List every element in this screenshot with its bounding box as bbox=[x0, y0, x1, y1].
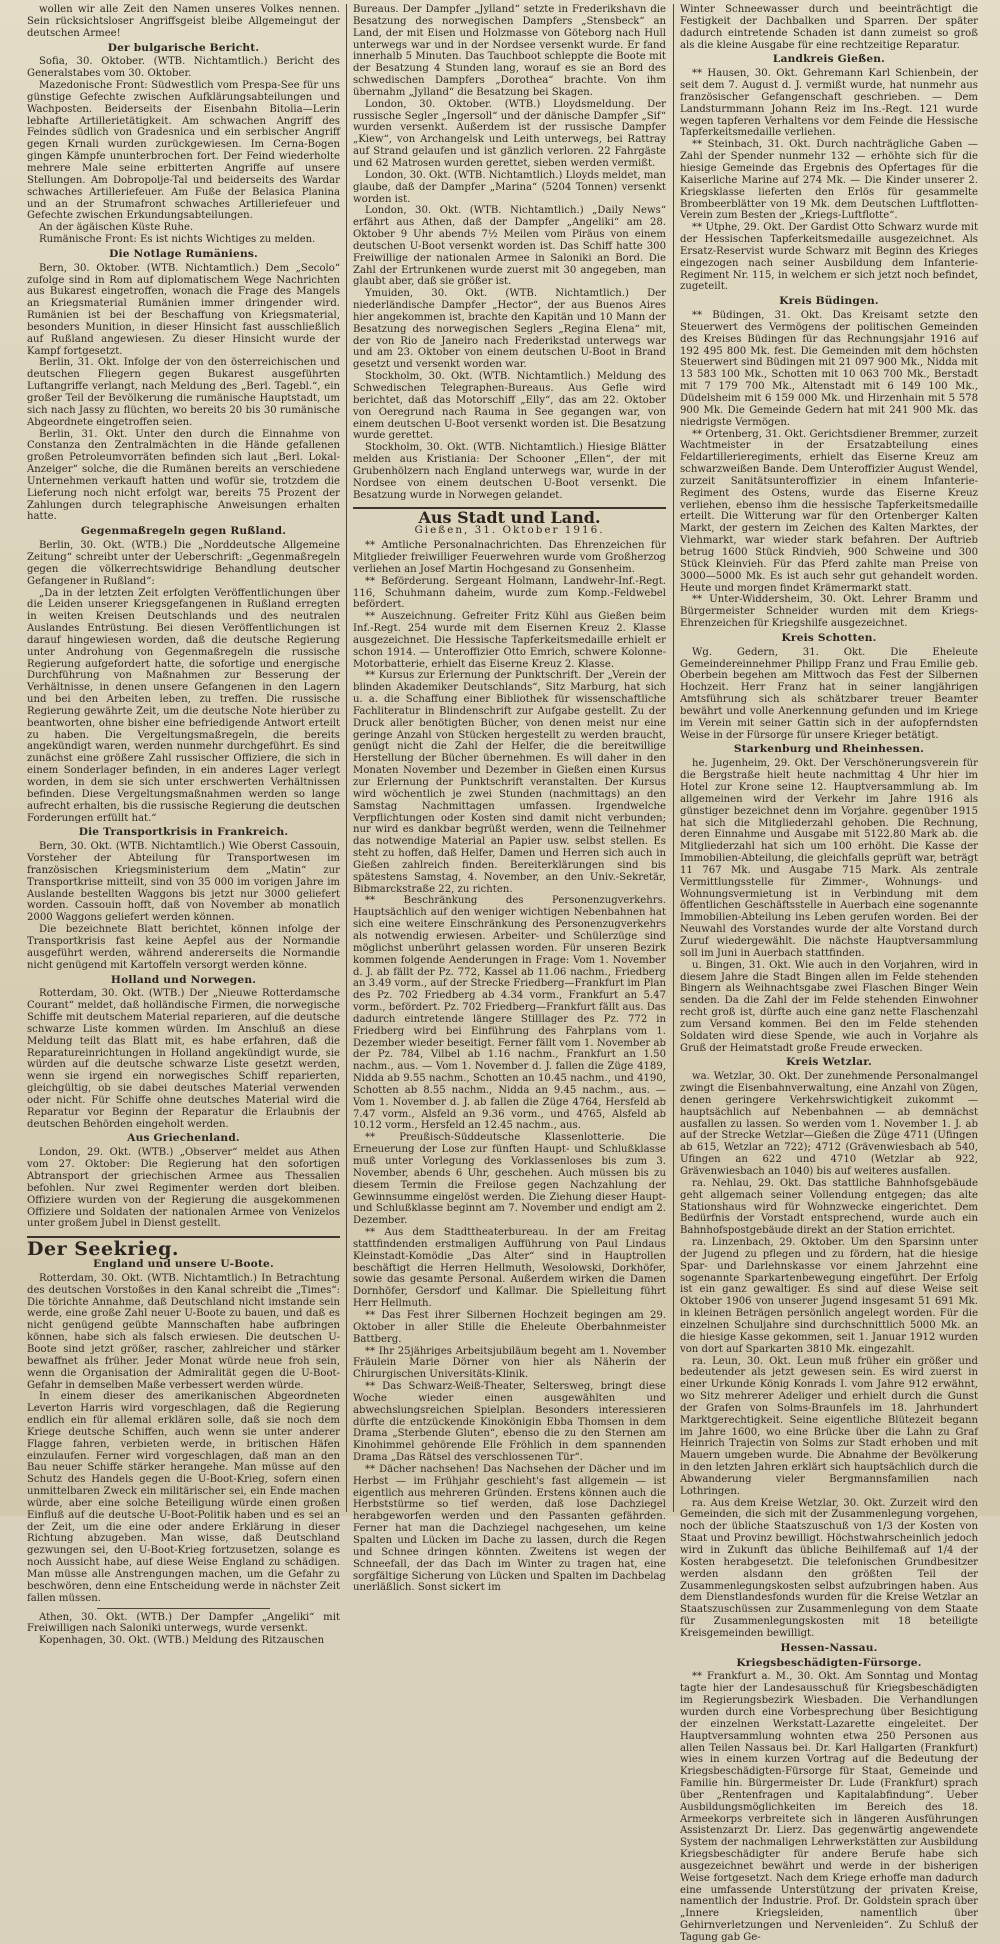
article-paragraph: Rotterdam, 30. Okt. (WTB.) Der „Nieuwe Rotterdamsche Courant“ meldet, daß holländische Firmen, die norwegische Schiffe mit deutschem Material reparieren, auf die deutsche schwarze Liste kommen würden. Im Anschluß an diese Meldung teilt das Blatt mit, es habe erfahren, daß die Reparatureinrichtungen in Holland angekündigt wurde, sie würden auf die deutsche schwarze Liste gesetzt werden, wenn sie irgend ein norwegisches Schiff reparierten, gleichgültig, ob sie dabei deutsches Material verwenden oder nicht. Für Schiffe ohne deutsches Material wird die Reparatur vor Beginn der Reparatur die Erlaubnis der deutschen Behörden eingeholt werden. bbox=[27, 988, 340, 1130]
section-heading: Der bulgarische Bericht. bbox=[107, 41, 260, 54]
article-paragraph: Berlin, 31. Okt. Infolge der von den österreichischen und deutschen Fliegern gegen Bukarest ausgeführten Luftangriffe verlangt, nach Meldung des „Berl. Tagebl.“, ein großer Teil der Bevölkerung die rumänische Hauptstadt, um sich nach Jassy zu flüchten, wo bereits 20 bis 30 rumänische Abgeordnete eingetroffen seien. bbox=[27, 357, 340, 428]
article-paragraph: London, 30. Okt. (WTB. Nichtamtlich.) Lloyds meldet, man glaube, daß der Dampfer „Marina“ (5204 Tonnen) versenkt worden ist. bbox=[353, 169, 666, 205]
article-paragraph: ** Kursus zur Erlernung der Punktschrift. Der „Verein der blinden Akademiker Deutschlands“, Sitz Marburg, hat sich u. a. die Schaffung einer Bibliothek für wissenschaftliche Fachliteratur in Blindenschrift zur Aufgabe gestellt. Zu der Druck aller benötigten Bücher, von denen meist nur eine geringe Anzahl von Stücken hergestellt zu werden braucht, genügt nicht die Zahl der Helfer, die die bereitwillige Herstellung der Bücher übernehmen. Es will daher in den Monaten November und Dezember in Gießen einen Kursus zur Erlernung der Punktschrift veranstalten. Der Kursus wird wöchentlich je zwei Stunden (nachmittags) an den Samstag Nachmittagen umfassen. Irgendwelche Verpflichtungen oder Kosten sind damit nicht verbunden; nur wird es dankbar begrüßt werden, wenn die Teilnehmer das notwendige Material an Papier usw. selbst stellen. Es steht zu hoffen, daß Helfer, Damen und Herren sich auch in Gießen zahlreich finden. Bereiterklärungen sind bis spätestens Samstag, 4. November, an den Univ.-Sekretär, Bibmarckstraße 22, zu richten. bbox=[353, 670, 666, 895]
column-left bbox=[27, 4, 340, 1647]
section-banner: Aus Stadt und Land. bbox=[418, 508, 601, 528]
article-paragraph: Berlin, 31. Okt. Unter den durch die Einnahme von Constanza den Zentralmächten in die Hände gefallenen großen Petroleumvorräten befinden sich laut „Berl. Lokal-Anzeiger“ solche, die die Rumänen bereits an verschiedene Unternehmen verkauft hatten und wofür sie, trotzdem die Lieferung noch nicht erfolgt war, bereits 75 Prozent der Zahlungen durch telegraphische Anweisungen erhalten hatte. bbox=[27, 428, 340, 523]
article-paragraph: ** Steinbach, 31. Okt. Durch nachträgliche Gaben — Zahl der Spender nunmehr 132 — erhöhte sich für die hiesige Gemeinde das Ergebnis des Opfertages für die Kaiserliche Marine auf 274 Mk. — Die Kinder unserer 2. Kriegsklasse lieferten den Erlös für gesammelte Brombeerblätter von 19 Mk. dem Deutschen Luftflotten-Verein zum Besten der „Kriegs-Luftflotte“. bbox=[680, 139, 978, 222]
separator bbox=[97, 1608, 270, 1609]
article-paragraph: ** Das Schwarz-Weiß-Theater, Seltersweg, bringt diese Woche wieder einen ausgewählten und abwechslungsreichen Spielplan. Besonders interessieren dürfte die entzückende Kinokönigin Ebba Thomsen in dem Drama „Sterbende Gluten“, ebenso die zu den Sternen am Kinohimmel gehörende Elle Fröhlich in dem spannenden Drama „Das Rätsel des verschlossenen Tür“. bbox=[353, 1381, 666, 1464]
article-paragraph: Ymuiden, 30. Okt. (WTB. Nichtamtlich.) Der niederländische Dampfer „Hector“, der aus Buenos Aires hier angekommen ist, brachte den Kapitän und 10 Mann der Besatzung des norwegischen Seglers „Regina Elena“ mit, der von Rio de Janeiro nach Frederikstad unterwegs war und am 23. Oktober von einem deutschen U-Boot in Brand gesetzt und versenkt worden war. bbox=[353, 288, 666, 371]
article-paragraph: „Da in der letzten Zeit erfolgten Veröffentlichungen über die Leiden unserer Kriegsgefangenen in Rußland erregten in weiten Kreisen Deutschlands und des neutralen Auslandes Entrüstung. Bei diesen Veröffentlichungen ist darauf hingewiesen worden, daß die deutsche Regierung unter Androhung von Gegenmaßregeln die russische Regierung aufgefordert hatte, die sofortige und energische Durchführung von Maßnahmen zur Besserung der Verhältnisse, in denen unsere Gefangenen in den Lagern und bei den Arbeiten leben, zu treffen. Die russische Regierung gewährte Zeit, um die deutsche Note hierüber zu beantworten, ohne bisher eine befriedigende Antwort erteilt zu haben. Die Vergeltungsmaßregeln, die bereits angekündigt waren, werden nunmehr durchgeführt. Es sind zunächst eine größere Zahl russischer Offiziere, die sich in einem Sonderlager befinden, in ein anderes Lager verlegt worden, in dem sie sich unter erschwerten Verhältnissen befinden. Diese Vergeltungsmaßnahmen werden so lange aufrecht erhalten, bis die russische Regierung die deutschen Forderungen erfüllt hat.“ bbox=[27, 587, 340, 824]
section-heading: Die Transportkrisis in Frankreich. bbox=[78, 826, 289, 839]
article-paragraph: ra. Leun, 30. Okt. Leun muß früher ein größer und bedeutender als jetzt gewesen sein. Es wird zuerst in einer Urkunde König Konrads I. vom Jahre 912 erwähnt, wo Sitz mehrerer Adeliger und erhielt durch die Gunst der Grafen von Solms-Braunfels im 18. Jahrhundert Marktgerechtigkeit. Seine eigentliche Blütezeit begann im Jahre 1600, wo eine Brücke über die Lahn zu Graf Heinrich Trajectin von Solms zur Stadt erhoben und mit Mauern umgeben wurde. Die Abnahme der Bevölkerung in den letzten Jahren erklärt sich hauptsächlich durch die Abwanderung vieler Bergmannsfamilien nach Lothringen. bbox=[680, 1355, 978, 1497]
article-paragraph: An der ägäischen Küste Ruhe. bbox=[39, 222, 194, 234]
article-paragraph: Winter Schneewasser durch und beeinträchtigt die Festigkeit der Dachbalken und Sparren. Der später dadurch eintretende Schaden ist dann zumeist so groß als die kleine Ausgabe für eine rechtzeitige Reparatur. bbox=[680, 4, 978, 51]
article-paragraph: ** Das Fest ihrer Silbernen Hochzeit begingen am 29. Oktober in aller Stille die Eheleute Oberbahnmeister Battberg. bbox=[353, 1309, 666, 1345]
article-paragraph: ** Aus dem Stadttheaterbureau. In der am Freitag stattfindenden erstmaligen Aufführung von Paul Lindaus Kleinstadt-Komödie „Das Alter“ sind in Hauptrollen beschäftigt die Herren Hellmuth, Wesolowski, Dorkhöfer, sowie das gesamte Personal. Außerdem wirken die Damen Dornhöfer, Gersdorf und Kallmar. Die Spielleitung führt Herr Hellmuth. bbox=[353, 1227, 666, 1310]
section-heading: Starkenburg und Rheinhessen. bbox=[733, 743, 925, 756]
article-paragraph: ** Preußisch-Süddeutsche Klassenlotterie. Die Erneuerung der Lose zur fünften Haupt- und Schlußklasse muß unter Vorlegung des Vorklassenloses bis zum 3. November, abends 6 Uhr, geschehen. Auch müssen bis zu diesem Termin die Freilose gegen Nachzahlung der Gewinnsumme eingelöst werden. Die Ziehung dieser Haupt- und Schlußklasse beginnt am 7. November und endigt am 2. Dezember. bbox=[353, 1132, 666, 1227]
article-paragraph: ra. Aus dem Kreise Wetzlar, 30. Okt. Zurzeit wird den Gemeinden, die sich mit der Zusammenlegung vorgehen, noch der übliche Staatszuschuß von 1/3 der Kosten von Staat und Provinz bewilligt. Höchstwahrscheinlich jedoch wird in Zukunft das übliche Beihilfemaß auf 1/4 der Kosten herabgesetzt. Die telefonischen Grundbesitzer werden alsdann den größten Teil der Zusammenlegungskosten selbst aufzubringen haben. Aus dem Dienstlandesfonds wurden für die Kreise Wetzlar an Staatszuschüssen zur Zusammenlegung von dem Staate für Zusammenlegungskosten mit 18 beteiligte Kreisgemeinden bewilligt. bbox=[680, 1497, 978, 1639]
article-paragraph: he. Jugenheim, 29. Okt. Der Verschönerungsverein für die Bergstraße hielt heute nachmittag 4 Uhr hier im Hotel zur Krone seine 12. Hauptversammlung ab. Im allgemeinen wird der Verkehr im Jahre 1916 als günstiger bezeichnet denn im Vorjahre. gegenüber 1915 hat sich die Mitgliederzahl gehoben. Die Rechnung, deren Einnahme und Ausgabe mit 5122.80 Mark ab. die Mitgliederzahl hat sich um 100 erhöht. Die Kasse der Immobilien-Abteilung, die gleichfalls geprüft war, beträgt 11 767 Mk. und Ausgabe 715 Mark. Als zentrale Vermittlungsstelle für Zimmer-, Wohnungs- und Wohnungsvermietung ist in Verbindung mit dem öffentlichen Geschäftsstelle in Auerbach eine sogenannte Immobilien-Abteilung ins Leben gerufen worden. Bei der Neuwahl des Vorstandes wurde der alte Vorstand durch Zuruf wiedergewählt. Die nächste Hauptversammlung soll im Juni in Auerbach stattfinden. bbox=[680, 758, 978, 959]
article-paragraph: Mazedonische Front: Südwestlich vom Prespa-See für uns günstige Gefechte zwischen Aufklärungsabteilungen und Wachposten. Beiderseits der Eisenbahn Bitolia—Lerin lebhafte Artillerietätigkeit. Am schwachen Angriff des Feindes südlich von Gradesnica und ein serbischer Angriff gegen Krnali wurden zurückgewiesen. Im Cerna-Bogen gingen Kämpfe ununterbrochen fort. Der Feind wiederholte mehrere Male seine erbitterten Angriffe auf unsere Stellungen. Am Dobropolje-Tal und beiderseits des Wardar schwaches Artilleriefeuer. Am Fuße der Belasica Planina und an der Strumafront schwaches Artilleriefeuer und Gefechte zwischen Erkundungsabteilungen. bbox=[27, 80, 340, 222]
article-paragraph: u. Bingen, 31. Okt. Wie auch in den Vorjahren, wird in diesem Jahre die Stadt Bingen allen im Felde stehenden Bingern als Weihnachtsgabe zwei Flaschen Binger Wein senden. Da die Zahl der im Felde stehenden Einwohner recht groß ist, dürfte auch eine ganz nette Flaschenzahl zum Versand kommen. Bei den im Felde stehenden Soldaten wird diese Spende, wie auch in Vorjahre als Gruß der Heimatstadt große Freude erwecken. bbox=[680, 959, 978, 1054]
article-paragraph: ** Amtliche Personalnachrichten. Das Ehrenzeichen für Mitglieder freiwilliger Feuerwehren wurde vom Großherzog verliehen an Josef Martin Hochgesand zu Gonsenheim. bbox=[353, 540, 666, 575]
article-paragraph: ** Unter-Widdersheim, 30. Okt. Lehrer Bramm und Bürgermeister Schneider wurden mit dem Kriegs-Ehrenzeichen für Kriegshilfe ausgezeichnet. bbox=[680, 594, 978, 630]
section-heading: Kreis Büdingen. bbox=[779, 295, 879, 308]
article-paragraph: Sofia, 30. Oktober. (WTB. Nichtamtlich.) Bericht des Generalstabes vom 30. Oktober. bbox=[27, 56, 340, 80]
article-paragraph: Stockholm, 30. Okt. (WTB. Nichtamtlich.) Meldung des Schwedischen Telegraphen-Bureaus. Aus Gefle wird berichtet, daß das Motorschiff „Elly“, das am 22. Oktober von Oeregrund nach Rauma in See gegangen war, von einem deutschen U-Boot versenkt worden ist. Die Besatzung wurde gerettet. bbox=[353, 371, 666, 442]
section-heading: Die Notlage Rumäniens. bbox=[109, 247, 258, 260]
article-paragraph: Bern, 30. Oktober. (WTB. Nichtamtlich.) Dem „Secolo“ zufolge sind in Rom auf diplomatischem Wege Nachrichten aus Bukarest eingetroffen, wonach die Frage des Mangels an Kriegsmaterial Rumänien immer dringender wird. Rumänien ist bei der Beschaffung von Kriegsmaterial, besonders Munition, in dieser Hinsicht fast ausschließlich auf Rußland angewiesen. Zu dieser Hinsicht wurde der Kampf fortgesetzt. bbox=[27, 262, 340, 357]
article-paragraph: Kopenhagen, 30. Okt. (WTB.) Meldung des Ritzauschen bbox=[39, 1635, 325, 1647]
article-paragraph: wa. Wetzlar, 30. Okt. Der zunehmende Personalmangel zwingt die Eisenbahnverwaltung, eine Anzahl von Zügen, denen geringere Verkehrswichtigkeit zukommt — hauptsächlich auf Nebenbahnen — ab demnächst ausfallen zu lassen. So werden vom 1. November 1. J. ab auf der Strecke Wetzlar—Gießen die Züge 4711 (Ufingen ab 615, Wetzlar an 722); 4712 (Grävenwiesbach ab 540, Ufingen an 622 und 4710 (Wetzlar ab 922, Grävenwiesbach an 1040) bis auf weiteres ausfallen. bbox=[680, 1071, 978, 1177]
article-paragraph: ** Frankfurt a. M., 30. Okt. Am Sonntag und Montag tagte hier der Landesausschuß für Kriegsbeschädigten im Regierungsbezirk Wiesbaden. Die Verhandlungen wurden durch eine Vorbesprechung über Besichtigung der einzelnen Werkstatt-Lazarette eingeleitet. Der Hauptversammlung wohnten etwa 250 Personen aus allen Teilen Nassaus bei. Dr. Karl Hallgarten (Frankfurt) wies in einem kurzen Vortrag auf die Bedeutung der Kriegsbeschädigten-Fürsorge für Staat, Gemeinde und Familie hin. Bürgermeister Dr. Lude (Frankfurt) sprach über „Rentenfragen und Kapitalabfindung“. Ueber Ausbildungsmöglichkeiten im Bereich des 18. Armeekorps verbreitete sich in längeren Ausführungen Assistenzarzt Dr. Lierz. Das gegenwärtig angewendete System der nachmaligen Lehrwerkstätten zur Ausbildung Kriegsbeschädigter für andere Berufe habe sich ausgezeichnet bewährt und werde in der bisherigen Weise fortgesetzt. Nach dem Kriege erhoffe man dadurch eine umfassende Unterstützung der privaten Kreise, namentlich der Industrie. Prof. Dr. Goldstein sprach über „Innere Kriegsleiden, namentlich über Gehirnverletzungen und Nervenleiden“. Zu Schluß der Tagung gab Ge- bbox=[680, 1671, 978, 1943]
section-heading: Landkreis Gießen. bbox=[772, 53, 886, 66]
article-paragraph: Die bezeichnete Blatt berichtet, können infolge der Transportkrisis fast keine Aepfel aus der Normandie ausgeführt werden, während andererseits die Normandie nicht genügend mit Kartoffeln versorgt werden könne. bbox=[27, 924, 340, 971]
section-heading: Aus Griechenland. bbox=[127, 1132, 240, 1145]
section-heading: Kreis Schotten. bbox=[781, 631, 877, 644]
column-middle bbox=[353, 4, 666, 1594]
article-paragraph: ** Ortenberg, 31. Okt. Gerichtsdiener Bremmer, zurzeit Wachtmeister in der Ersatzabteilung eines Feldartillerieregiments, erhielt das Eiserne Kreuz am schwarzweißen Bande. Dem Unteroffizier August Wendel, zurzeit Sanitätsunteroffizier in einem Infanterie-Regiment des Ostens, wurde das Eiserne Kreuz verliehen, ebenso ihm die hessische Tapferkeitsmedaille erteilt. Die Witterung war für den Ortenberger Kalten Markt, der gestern im Zeichen des Kalten Marktes, der Viehmarkt, war wieder stark befahren. Der Auftrieb betrug 1600 Stück Rindvieh, 900 Schweine und 300 Stück Kleinvieh. Für das Pferd zahlte man Preise von 3000—5000 Mk. Es ist auch sehr gut gehandelt worden. Heute und morgen findet Krämermarkt statt. bbox=[680, 428, 978, 594]
section-heading: Holland und Norwegen. bbox=[110, 973, 257, 986]
section-title-large: Der Seekrieg. bbox=[27, 1238, 179, 1261]
article-paragraph: Rumänische Front: Es ist nichts Wichtiges zu melden. bbox=[39, 234, 316, 246]
section-heading: Hessen-Nassau. bbox=[780, 1641, 878, 1654]
article-paragraph: ** Ihr 25jähriges Arbeitsjubiläum begeht am 1. November Fräulein Marie Dörner von hier als Näherin der Chirurgischen Universitäts-Klinik. bbox=[353, 1345, 666, 1381]
article-paragraph: London, 30. Okt. (WTB. Nichtamtlich.) „Daily News“ erfährt aus Athen, daß der Dampfer „Angeliki“ am 28. Oktober 9 Uhr abends 7½ Meilen vom Piräus von einem deutschen U-Boot versenkt worden ist. Das Schiff hatte 300 Freiwillige der nationalen Armee in Saloniki an Bord. Die Zahl der Ertrunkenen wurde zuerst mit 30 angegeben, man glaubt aber, daß sie größer ist. bbox=[353, 205, 666, 288]
article-paragraph: ** Dächer nachsehen! Das Nachsehen der Dächer und im Herbst — im Frühjahr geschieht's fast allgemein — ist eigentlich aus mehreren Gründen. Erstens können auch die Herbststürme so tief werden, daß lose Dachziegel herabgeworfen werden und den Passanten gefährden. Ferner hat man die Dachziegel nachgesehen, um keine Spalten und Lücken im Dache zu lassen, durch die Regen und Schnee dringen könnten. Zweitens ist wegen der Schneefall, der das Dach im Winter zu tragen hat, eine sorgfältige Sicherung von Lücken und Spalten im Dachbelag unerläßlich. Sonst sickert im bbox=[353, 1463, 666, 1594]
article-paragraph: In einem dieser des amerikanischen Abgeordneten Leverton Harris wird vorgeschlagen, daß die Regierung endlich ein für allemal erklären solle, daß sie noch dem Kriege deutsche Schiffen, auch wenn sie unter anderer Flagge fahren, verbieten werde, in britischen Häfen einzulaufen. Ferner wird vorgeschlagen, daß man an den Bau neuer Schiffe stärker herangehe. Man müsse auf den Schutz des Handels gegen die U-Boot-Krieg, sofern einen unmittelbaren Zweck ein militärischer sei, ein Ende machen würde, aber eine solche Beteiligung würde einen großen Einfluß auf die deutsche U-Boot-Politik haben und es sei an der Zeit, um die eine oder andere Erklärung in dieser Richtung abzugeben. Man wisse, daß Deutschland gezwungen sei, den U-Boot-Krieg fortzusetzen, solange es noch Aussicht habe, auf diese Weise England zu schädigen. Man müsse alle Anstrengungen machen, um die Gefahr zu beschwören, denn eine Entscheidung werde in nächster Zeit fallen müssen. bbox=[27, 1391, 340, 1604]
column-divider bbox=[346, 4, 347, 1512]
section-heading: England und unsere U-Boote. bbox=[93, 1258, 274, 1271]
article-paragraph: London, 30. Oktober. (WTB.) Lloydsmeldung. Der russische Segler „Ingersoll“ und der dänische Dampfer „Sif“ wurden versenkt. Außerdem ist der russische Dampfer „Kiew“, von Archangelsk und Leith unterwegs, bei Rattray auf Strand gelaufen und ist gänzlich verloren. 22 Fahrgäste und 62 Matrosen wurden gerettet, sieben werden vermißt. bbox=[353, 98, 666, 169]
column-right bbox=[680, 4, 978, 1943]
article-paragraph: ra. Nehlau, 29. Okt. Das stattliche Bahnhofsgebäude geht allgemach seiner Vollendung entgegen; das alte Stationshaus wird für Wohnzwecke eingerichtet. Dem Bedürfnis der Vorstadt entsprechend, wurde auch ein Bahnhofspostgebäude direkt an der Station errichtet. bbox=[680, 1177, 978, 1237]
article-paragraph: ** Hausen, 30. Okt. Gehremann Karl Schienbein, der seit dem 7. August d. J. vermißt wurde, hat nunmehr aus französischer Gefangenschaft geschrieben. — Dem Landsturmmann Johann Reiz im Ins.-Regt. 121 wurde wegen tapferen Verhaltens vor dem Feinde die Hessische Tapferkeitsmedaille verliehen. bbox=[680, 68, 978, 139]
section-heading: Kriegsbeschädigten-Fürsorge. bbox=[736, 1656, 922, 1669]
article-paragraph: ** Beschränkung des Personenzugverkehrs. Hauptsächlich auf den weniger wichtigen Nebenbahnen hat sich eine weitere Einschränkung des Personenzugverkehrs als notwendig erwiesen. Arbeiter- und Schülerzüge sind möglichst unberührt gelassen worden. Für unseren Bezirk kommen folgende Aenderungen in Frage: Vom 1. November d. J. ab fällt der Pz. 772, Kassel ab 11.06 nachm., Friedberg an 3.49 vorm., auf der Strecke Friedberg—Frankfurt im Plan des Pz. 702 Friedberg ab 4.34 vorm., Frankfurt an 5.47 vorm., befördert. Pz. 702 Friedberg—Frankfurt fällt aus. Das dadurch eintretende längere Stilllager des Pz. 772 in Friedberg wird bei Einführung des Fahrplans vom 1. Dezember wieder beseitigt. Ferner fällt vom 1. November ab der Pz. 784, Vilbel ab 1.16 nachm., Frankfurt an 1.50 nachm., aus. — Vom 1. November d. J. fallen die Züge 4189, Nidda ab 9.55 nachm., Schotten an 10.45 nachm., und 4190, Schotten ab 8.55 nachm., Nidda an 9.45 nachm., aus. — Vom 1. November d. J. ab fallen die Züge 4764, Hersfeld ab 7.47 vorm., Alsfeld an 9.36 vorm., und 4765, Alsfeld ab 10.12 vorm., Hersfeld an 12.45 nachm., aus. bbox=[353, 895, 666, 1132]
dateline: Gießen, 31. Oktober 1916. bbox=[414, 524, 605, 537]
article-paragraph: Bureaus. Der Dampfer „Jylland“ setzte in Frederikshavn die Besatzung des norwegischen Dampfers „Stensbeck“ an Land, der mit Eisen und Holzmasse von Göteborg nach Hull unterwegs war und in der Nordsee versenkt wurde. Er fand innerhalb 5 Minuten. Das Tauchboot schleppte die Boote mit der Besatzung 4 Stunden lang, worauf es sie an Bord des schwedischen Dampfers „Dorothea“ brachte. Von ihm übernahm „Jylland“ die Besatzung bei Skagen. bbox=[353, 4, 666, 98]
article-paragraph: Wg. Gedern, 31. Okt. Die Eheleute Gemeindereinnehmer Philipp Franz und Frau Emilie geb. Oberbein begehen am Mittwoch das Fest der Silbernen Hochzeit. Herr Franz hat in seiner langjährigen Amtsführung sich als schätzbarer treuer Beamter bewährt und volle Anerkennung gefunden und im Kriege im Verein mit seiner Gattin sich in der aufopferndsten Weise in der Fürsorge für unsere Krieger betätigt. bbox=[680, 646, 978, 741]
article-paragraph: ra. Linzenbach, 29. Oktober. Um den Sparsinn unter der Jugend zu pflegen und zu fördern, hat die hiesige Spar- und Darlehnskasse vor einem Jahrzehnt eine sogenannte Sparkartenbewegung eingeführt. Der Erfolg ist ein ganz gewaltiger. Es sind auf diese Weise seit Oktober 1906 von unserer Jugend insgesamt 51 691 Mk. in kleinen Beträgen persönlich angelegt worden. Für die einzelnen Schuljahre sind durchschnittlich 5000 Mk. an die hiesige Kasse gekommen, seit 1. Januar 1912 wurden von dort auf Sparkarten 3810 Mk. eingezahlt. bbox=[680, 1237, 978, 1355]
article-paragraph: wollen wir alle Zeit den Namen unseres Volkes nennen. Sein rücksichtsloser Angriffsgeist bleibe Allgemeingut der deutschen Armee! bbox=[27, 4, 340, 39]
article-paragraph: Rotterdam, 30. Okt. (WTB. Nichtamtlich.) In Betrachtung des deutschen Vorstoßes in den Kanal schreibt die „Times“: Die törichte Annahme, daß Deutschland nicht imstande sein werde, eine große Zahl neuer U-Boote zu bauen, und daß es nicht genügend geübte Mannschaften habe aufbringen können, habe sich als falsch erwiesen. Die deutschen U-Boote sind jetzt größer, rascher, zahlreicher und stärker bewaffnet als früher. Jeder Monat würde neue froh sein, wenn die Organisation der Admiralität gegen die U-Boot-Gefahr in demselben Maße verbessert werden würde. bbox=[27, 1272, 340, 1391]
article-paragraph: ** Büdingen, 31. Okt. Das Kreisamt setzte den Steuerwert des Vermögens der politischen Gemeinden des Kreises Büdingen für das Rechnungsjahr 1916 auf 192 495 800 Mk. fest. Die Gemeinden mit dem höchsten Steuerwert sind Büdingen mit 21 097 900 Mk., Nidda mit 13 583 100 Mk., Schotten mit 10 063 700 Mk., Berstadt mit 7 179 700 Mk., Altenstadt mit 6 149 100 Mk., Düdelsheim mit 6 159 000 Mk. und Hirzenhain mit 5 578 900 Mk. Die Gemeinde Gedern hat mit 241 900 Mk. das niedrigste Vermögen. bbox=[680, 310, 978, 428]
article-paragraph: ** Utphe, 29. Okt. Der Gardist Otto Schwarz wurde mit der Hessischen Tapferkeitsmedaille ausgezeichnet. Als Ersatz-Reservist wurde Schwarz mit Beginn des Krieges eingezogen nach seiner Ausbildung dem Infanterie-Regiment Nr. 115, in welchem er sich jetzt noch befindet, zugeteilt. bbox=[680, 222, 978, 293]
article-paragraph: Athen, 30. Okt. (WTB.) Der Dampfer „Angeliki“ mit Freiwilligen nach Saloniki unterwegs, wurde versenkt. bbox=[27, 1611, 340, 1635]
article-paragraph: Berlin, 30. Okt. (WTB.) Die „Norddeutsche Allgemeine Zeitung“ schreibt unter der Ueberschrift: „Gegenmaßregeln gegen die völkerrechtswidrige Behandlung deutscher Gefangener in Rußland“: bbox=[27, 540, 340, 587]
section-heading: Gegenmaßregeln gegen Rußland. bbox=[80, 525, 287, 538]
section-heading: Kreis Wetzlar. bbox=[786, 1056, 872, 1069]
column-divider bbox=[673, 4, 674, 1512]
article-paragraph: Stockholm, 30. Okt. (WTB. Nichtamtlich.) Hiesige Blätter melden aus Kristiania: Der Schooner „Ellen“, der mit Grubenhölzern nach England unterwegs war, wurde in der Nordsee von einem deutschen U-Boot versenkt. Die Besatzung wurde in Norwegen gelandet. bbox=[353, 442, 666, 501]
article-paragraph: London, 29. Okt. (WTB.) „Observer“ meldet aus Athen vom 27. Oktober: Die Regierung hat den sofortigen Abtransport der griechischen Armee aus Thessalien befohlen. Nur zwei Regimenter werden dort bleiben. Offiziere wurden von der Regierung die ausgekommenen Offiziere und Soldaten der nationalen Armee von Venizelos unter großem Jubel in Dienst gestellt. bbox=[27, 1147, 340, 1230]
article-paragraph: Bern, 30. Okt. (WTB. Nichtamtlich.) Wie Oberst Cassouin, Vorsteher der Abteilung für Transportwesen im französischen Kriegsministerium dem „Matin“ zur Transportkrise mitteilt, sind von 35 000 im vorigen Jahre im Auslande bestellten Waggons bis jetzt nur 3000 geliefert worden. Cassouin hofft, daß von November ab monatlich 2000 Waggons geliefert werden können. bbox=[27, 841, 340, 924]
article-paragraph: ** Beförderung. Sergeant Holmann, Landwehr-Inf.-Regt. 116, Schuhmann daheim, wurde zum Komp.-Feldwebel befördert. bbox=[353, 575, 666, 611]
article-paragraph: ** Auszeichnung. Gefreiter Fritz Kühl aus Gießen beim Inf.-Regt. 254 wurde mit dem Eisernen Kreuz 2. Klasse ausgezeichnet. Die Hessische Tapferkeitsmedaille erhielt er schon 1914. — Unteroffizier Otto Emrich, schwere Kolonne-Motorbatterie, erhielt das Eiserne Kreuz 2. Klasse. bbox=[353, 611, 666, 670]
